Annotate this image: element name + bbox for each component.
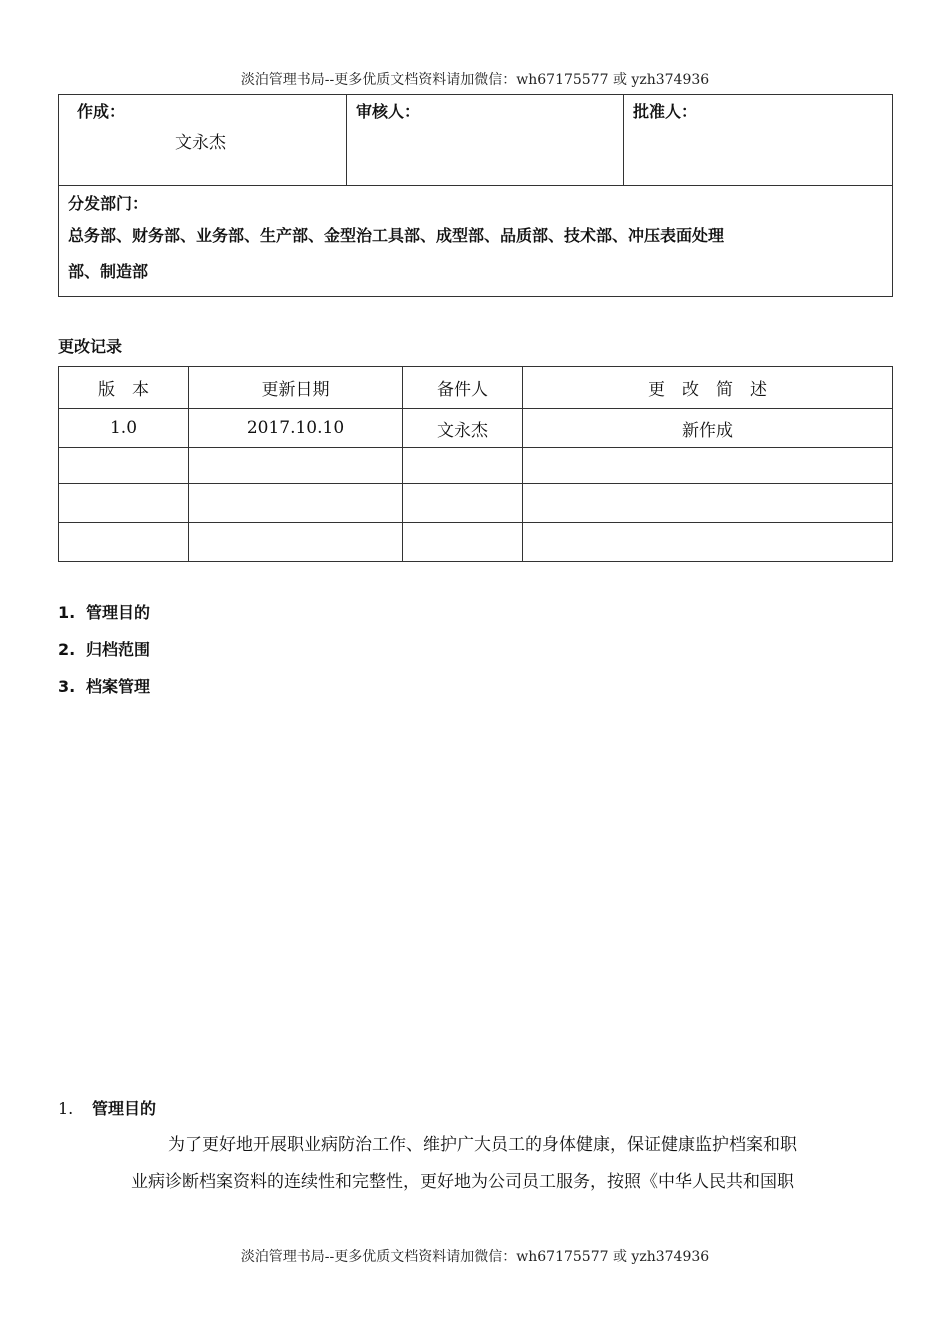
section-title: 管理目的	[92, 1099, 157, 1118]
column-header: 版 本	[59, 367, 189, 409]
table-cell: 2017.10.10	[189, 409, 403, 448]
table-cell	[403, 523, 523, 562]
table-cell	[523, 448, 893, 484]
revision-header-row	[59, 367, 893, 409]
table-cell	[59, 448, 189, 484]
table-cell	[59, 484, 189, 523]
signoff-table	[58, 94, 893, 297]
section-heading	[58, 1096, 156, 1119]
table-cell	[59, 523, 189, 562]
author-cell	[59, 95, 347, 186]
section-number: 1.	[58, 1099, 74, 1118]
toc-title: 档案管理	[86, 677, 151, 696]
author-name: 文永杰	[175, 133, 226, 153]
reviewer-label: 审核人：	[356, 102, 421, 121]
distribution-label: 分发部门：	[68, 194, 149, 213]
table-cell	[523, 484, 893, 523]
page-header: 淡泊管理书局--更多优质文档资料请加微信：wh67175577 或 yzh374936	[240, 72, 710, 88]
revision-title: 更改记录	[58, 337, 123, 356]
column-header: 更新日期	[189, 367, 403, 409]
table-cell	[189, 484, 403, 523]
page-footer: 淡泊管理书局--更多优质文档资料请加微信：wh67175577 或 yzh374936	[240, 1249, 710, 1265]
table-cell	[403, 484, 523, 523]
toc-item[interactable]	[58, 674, 150, 697]
distribution-line: 总务部、财务部、业务部、生产部、金型治工具部、成型部、品质部、技术部、冲压表面处理	[68, 226, 725, 245]
toc-item[interactable]	[58, 637, 150, 660]
table-row	[59, 484, 893, 523]
column-header: 备件人	[403, 367, 523, 409]
table-row	[59, 448, 893, 484]
author-label: 作成：	[77, 102, 126, 121]
toc-item[interactable]	[58, 600, 150, 623]
table-row	[59, 409, 893, 448]
paragraph-line: 为了更好地开展职业病防治工作、维护广大员工的身体健康，保证健康监护档案和职	[168, 1135, 797, 1155]
table-cell: 新作成	[523, 409, 893, 448]
revision-table	[58, 366, 893, 562]
table-row	[59, 523, 893, 562]
table-cell	[189, 523, 403, 562]
table-cell	[189, 448, 403, 484]
reviewer-cell	[347, 95, 624, 186]
distribution-line: 部、制造部	[68, 262, 149, 281]
column-header: 更 改 简 述	[523, 367, 893, 409]
approver-label: 批准人：	[633, 102, 698, 121]
table-cell	[523, 523, 893, 562]
paragraph-line: 业病诊断档案资料的连续性和完整性，更好地为公司员工服务，按照《中华人民共和国职	[131, 1172, 794, 1192]
table-cell	[403, 448, 523, 484]
toc-title: 归档范围	[86, 640, 151, 659]
toc-title: 管理目的	[86, 603, 151, 622]
table-cell: 文永杰	[403, 409, 523, 448]
table-cell: 1.0	[59, 409, 189, 448]
toc-number: 1.	[58, 603, 76, 622]
approver-cell	[624, 95, 893, 186]
toc-number: 2.	[58, 640, 76, 659]
toc-number: 3.	[58, 677, 76, 696]
distribution-cell	[59, 186, 893, 297]
